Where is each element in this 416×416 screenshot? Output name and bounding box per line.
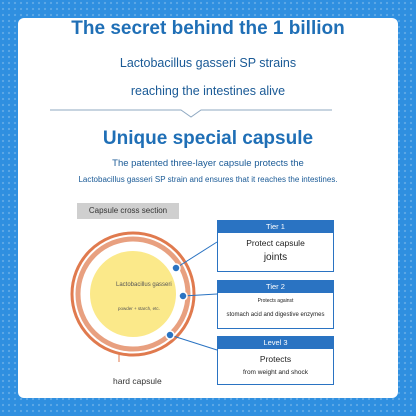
- capsule-core: [89, 250, 177, 338]
- tier-2-heading: Tier 2: [218, 281, 333, 293]
- section-title: Unique special capsule: [102, 128, 314, 149]
- capsule-inner-sublabel: powder + starch, etc.: [118, 306, 160, 311]
- tier-1-box: [217, 220, 334, 272]
- tier-2-line-2: stomach acid and digestive enzymes: [226, 312, 325, 318]
- capsule-cross-section-diagram: [44, 222, 224, 362]
- tier-2-box: [217, 280, 334, 329]
- tier-3-line-2: from weight and shock: [242, 369, 309, 376]
- tier-3-heading: Level 3: [218, 337, 333, 349]
- subtitle-line-2: reaching the intestines alive: [130, 84, 286, 98]
- headline: The secret behind the 1 billion: [71, 18, 345, 39]
- divider-arrow: [50, 106, 332, 118]
- hard-capsule-label: hard capsule: [113, 376, 162, 386]
- tier-1-heading: Tier 1: [218, 221, 333, 233]
- description-line-1: The patented three-layer capsule protects the: [112, 158, 304, 169]
- description-line-2: Lactobacillus gasseri SP strain and ensures that it reaches the intestines.: [78, 175, 338, 184]
- tier-1-line-2: joints: [263, 252, 288, 263]
- tier-3-line-1: Protects: [259, 354, 292, 364]
- tier-3-box: [217, 336, 334, 385]
- subtitle-line-1: Lactobacillus gasseri SP strains: [119, 56, 297, 70]
- tier-2-line-1: Protects against: [257, 298, 294, 304]
- tier-1-line-1: Protect capsule: [246, 238, 305, 248]
- capsule-inner-label: Lactobacillus gasseri: [116, 282, 172, 288]
- capsule-cross-section-tag: Capsule cross section: [77, 203, 179, 219]
